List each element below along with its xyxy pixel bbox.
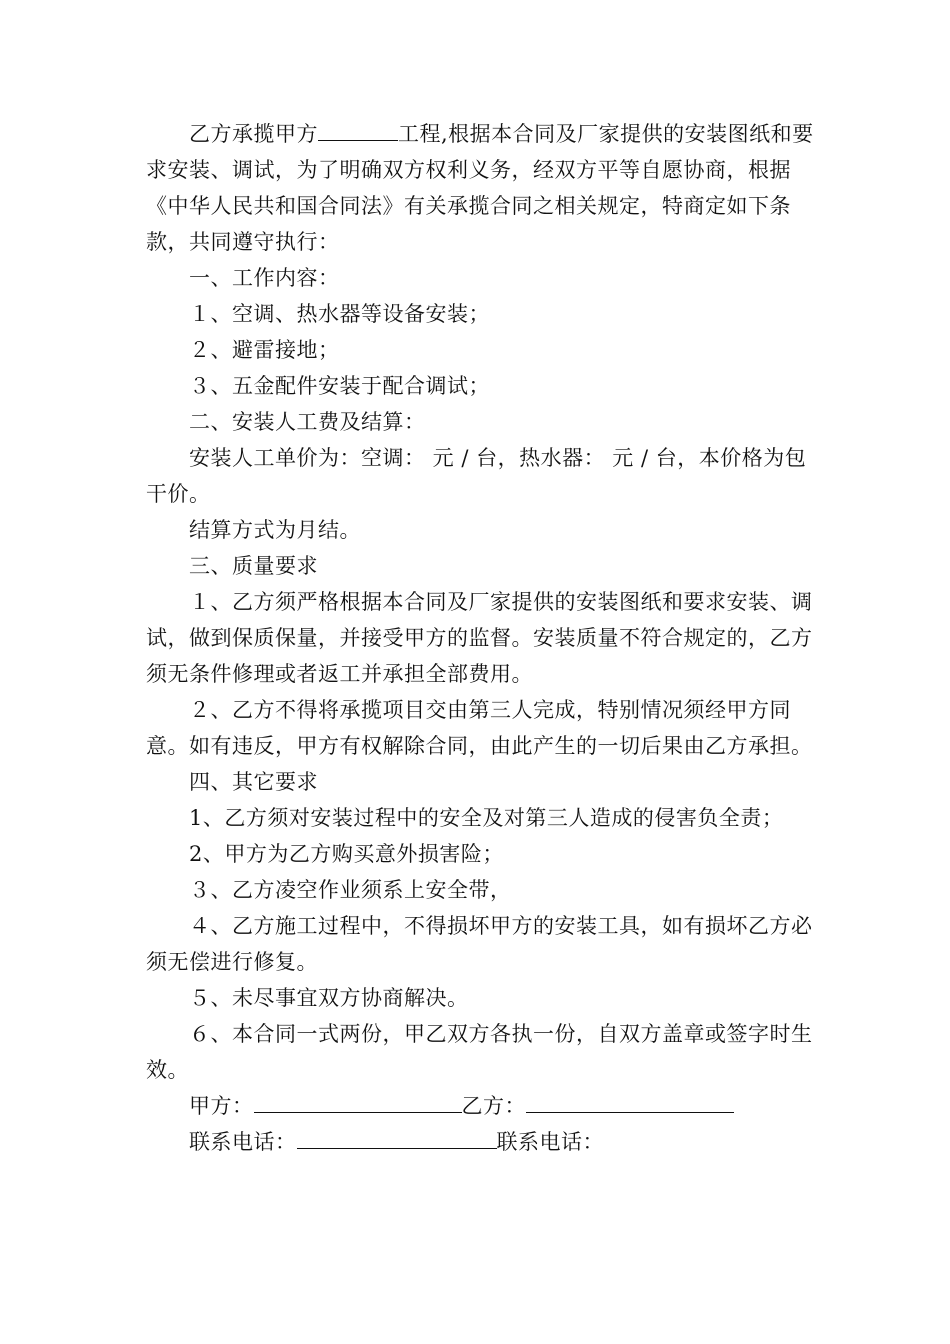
signature-party-line: [146, 1088, 816, 1124]
party-b-blank: [526, 1090, 734, 1113]
intro-text-rest: 工程,根据本合同及厂家提供的安装图纸和要求安装、调试，为了明确双方权利义务，经双方平等自愿协商，根据《中华人民共和国合同法》有关承揽合同之相关规定，特商定如下条款，共同遵守执行：: [146, 122, 814, 254]
section1-heading: 一、工作内容：: [189, 266, 340, 290]
section2-settlement: 结算方式为月结。: [189, 518, 361, 542]
section1-item-2: ２、避雷接地；: [189, 338, 340, 362]
phone-b-label: 联系电话：: [496, 1130, 604, 1154]
section3-item-1: １、乙方须严格根据本合同及厂家提供的安装图纸和要求安装、调试，做到保质保量，并接受甲方的监督。安装质量不符合规定的，乙方须无条件修理或者返工并承担全部费用。: [146, 590, 813, 686]
intro-paragraph: [146, 116, 816, 260]
section4-item-6: ６、本合同一式两份，甲乙双方各执一份，自双方盖章或签字时生效。: [146, 1022, 813, 1082]
phone-a-blank: [297, 1126, 497, 1149]
section3-heading: 三、质量要求: [189, 554, 318, 578]
section2-price: 安装人工单价为：空调： 元 / 台，热水器： 元 / 台，本价格为包干价。: [146, 446, 807, 506]
intro-text-start: 乙方承揽甲方: [189, 122, 318, 146]
contract-body: [146, 116, 816, 1160]
party-a-blank: [254, 1090, 462, 1113]
signature-phone-line: [146, 1124, 816, 1160]
phone-a-label: 联系电话：: [189, 1130, 297, 1154]
project-name-blank: [318, 118, 398, 141]
section4-item-4: ４、乙方施工过程中，不得损坏甲方的安装工具，如有损坏乙方必须无偿进行修复。: [146, 914, 813, 974]
section2-heading: 二、安装人工费及结算：: [189, 410, 426, 434]
section1-item-3: ３、五金配件安装于配合调试；: [189, 374, 490, 398]
party-b-label: 乙方：: [461, 1094, 526, 1118]
section3-item-2: ２、乙方不得将承揽项目交由第三人完成，特别情况须经甲方同意。如有违反，甲方有权解除合同，由此产生的一切后果由乙方承担。: [146, 698, 813, 758]
section4-item-5: ５、未尽事宜双方协商解决。: [189, 986, 469, 1010]
section4-item-3: ３、乙方凌空作业须系上安全带，: [189, 878, 512, 902]
section4-heading: 四、其它要求: [189, 770, 318, 794]
section4-item-2: 2、甲方为乙方购买意外损害险；: [189, 842, 504, 866]
party-a-label: 甲方：: [189, 1094, 254, 1118]
section4-item-1: 1、乙方须对安装过程中的安全及对第三人造成的侵害负全责；: [189, 806, 784, 830]
section1-item-1: １、空调、热水器等设备安装；: [189, 302, 490, 326]
